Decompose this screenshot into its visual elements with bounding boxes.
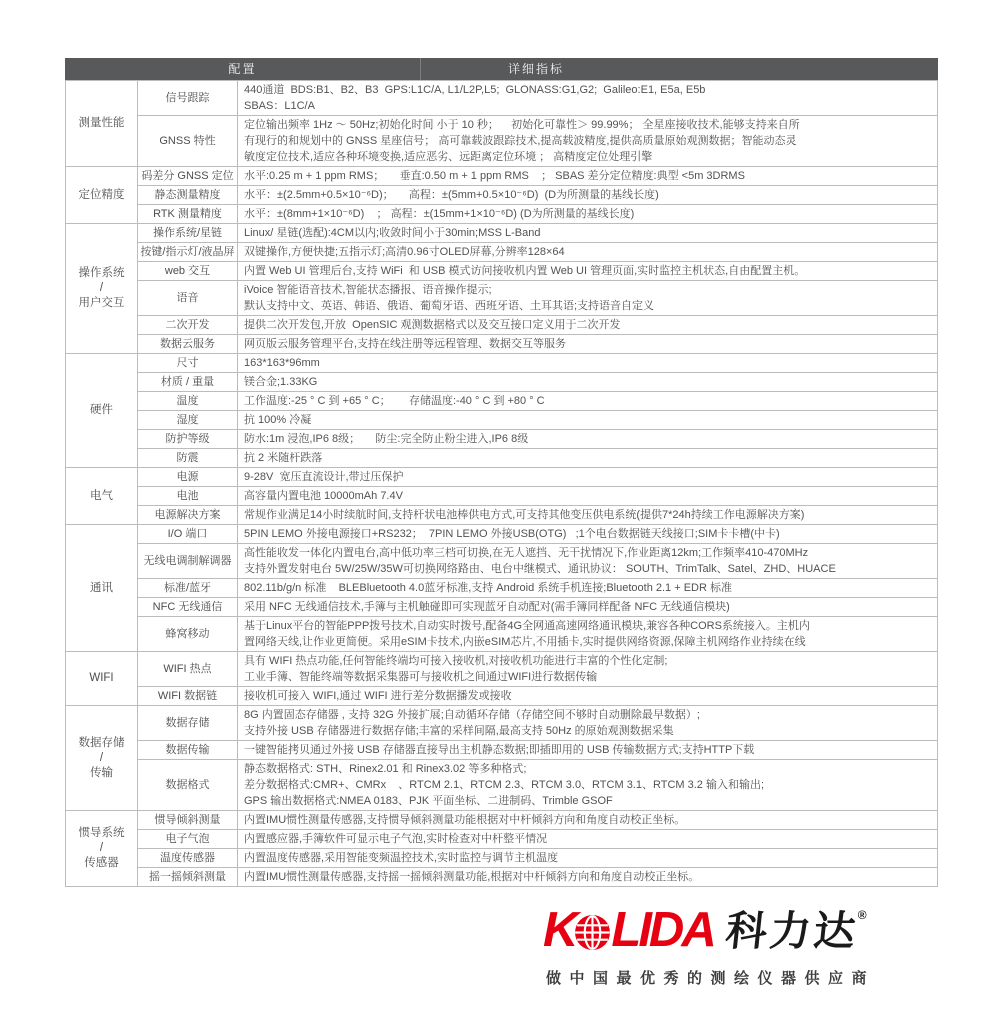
attribute-cell	[138, 392, 238, 411]
attribute-label: 语音	[176, 292, 199, 304]
detail-cell	[238, 186, 938, 205]
detail-line: 静态数据格式: STH、Rinex2.01 和 Rinex3.02 等多种格式;	[244, 763, 527, 775]
group-label: 硬件	[90, 404, 113, 416]
table-row	[66, 205, 938, 224]
detail-line: 采用 NFC 无线通信技术,手簿与主机触碰即可实现蓝牙自动配对(需手簿同样配备 NFC 无线通信模块)	[244, 601, 730, 613]
kolida-logo	[543, 903, 963, 988]
detail-line: 接收机可接入 WIFI,通过 WIFI 进行差分数据播发或接收	[244, 690, 512, 702]
attribute-cell	[138, 316, 238, 335]
detail-line: 网页版云服务管理平台,支持在线注册等远程管理、数据交互等服务	[244, 338, 567, 350]
table-row	[66, 81, 938, 116]
attribute-cell	[138, 224, 238, 243]
header-divider	[420, 58, 421, 80]
attribute-label: 无线电调制解调器	[143, 555, 232, 567]
table-row	[66, 868, 938, 887]
detail-line: 双键操作,方便快捷;五指示灯;高清0.96寸OLED屏幕,分辨率128×64	[244, 246, 565, 258]
table-row	[66, 186, 938, 205]
detail-cell	[238, 205, 938, 224]
header-details-label: 详细指标	[508, 62, 565, 76]
table-row	[66, 706, 938, 741]
detail-line: 水平：±(2.5mm+0.5×10⁻⁶D)； 高程：±(5mm+0.5×10⁻⁶D) (D为所测量的基线长度)	[244, 189, 659, 201]
attribute-cell	[138, 487, 238, 506]
detail-line: 水平：±(8mm+1×10⁻⁶D) ； 高程：±(15mm+1×10⁻⁶D) (D为所测量的基线长度)	[244, 208, 635, 220]
detail-cell	[238, 706, 938, 741]
detail-line: GPS 输出数据格式:NMEA 0183、PJK 平面坐标、二进制码、Trimble GSOF	[244, 795, 613, 807]
detail-line: 内置IMU惯性测量传感器,支持惯导倾斜测量功能根据对中杆倾斜方向和角度自动校正坐标。	[244, 814, 686, 826]
table-row	[66, 849, 938, 868]
spec-table-body	[66, 81, 938, 887]
spec-table	[65, 80, 938, 887]
attribute-cell	[138, 262, 238, 281]
attribute-cell	[138, 506, 238, 525]
group-label: 用户交互	[78, 297, 125, 309]
attribute-label: 数据传输	[165, 744, 210, 756]
detail-cell	[238, 849, 938, 868]
group-cell	[66, 652, 138, 706]
table-row	[66, 487, 938, 506]
group-cell	[66, 81, 138, 167]
detail-line: 内置感应器,手簿软件可显示电子气泡,实时检查对中杆整平情况	[244, 833, 548, 845]
detail-line: 802.11b/g/n 标准 BLEBluetooth 4.0蓝牙标准,支持 Android 系统手机连接;Bluetooth 2.1 + EDR 标准	[244, 582, 732, 594]
table-row	[66, 830, 938, 849]
group-cell	[66, 468, 138, 525]
attribute-cell	[138, 281, 238, 316]
attribute-cell	[138, 205, 238, 224]
group-label: /	[99, 282, 104, 294]
group-cell	[66, 224, 138, 354]
detail-line: 一键智能拷贝通过外接 USB 存储器直接导出主机静态数据;即插即用的 USB 传输数据方式;支持HTTP下载	[244, 744, 755, 756]
attribute-label: 蜂窝移动	[165, 628, 210, 640]
table-row	[66, 598, 938, 617]
attribute-label: 数据存储	[165, 717, 210, 729]
attribute-label: 尺寸	[176, 357, 199, 369]
attribute-cell	[138, 830, 238, 849]
group-cell	[66, 811, 138, 887]
group-label: 测量性能	[78, 117, 125, 129]
attribute-label: WIFI 数据链	[157, 690, 218, 702]
attribute-cell	[138, 167, 238, 186]
globe-icon	[574, 914, 611, 951]
detail-cell	[238, 81, 938, 116]
group-cell	[66, 354, 138, 468]
detail-line: 8G 内置固态存储器 , 支持 32G 外接扩展;自动循环存储（存储空间不够时自动删除最早数据）;	[244, 709, 700, 721]
detail-cell	[238, 243, 938, 262]
detail-cell	[238, 506, 938, 525]
attribute-label: 标准/蓝牙	[163, 582, 212, 594]
attribute-cell	[138, 741, 238, 760]
group-label: 数据存储	[78, 736, 125, 749]
group-label: 定位精度	[78, 188, 125, 201]
detail-cell	[238, 354, 938, 373]
table-row	[66, 687, 938, 706]
table-row	[66, 579, 938, 598]
detail-line: 高容量内置电池 10000mAh 7.4V	[244, 490, 403, 502]
attribute-cell	[138, 849, 238, 868]
attribute-label: 信号跟踪	[165, 92, 210, 104]
detail-line: iVoice 智能语音技术,智能状态播报、语音操作提示;	[244, 284, 492, 296]
detail-cell	[238, 116, 938, 167]
brand-row	[543, 903, 963, 957]
table-row	[66, 760, 938, 811]
detail-line: 敏度定位技术,适应各种环境变换,适应恶劣、远距离定位环境 ； 高精度定位处理引擎	[244, 151, 653, 163]
spec-sheet	[65, 58, 938, 887]
attribute-label: 湿度	[176, 414, 199, 426]
detail-line: Linux/ 星链(选配):4CM以内;收敛时间小于30min;MSS L-Band	[244, 227, 541, 239]
detail-line: 常规作业满足14小时续航时间,支持杆状电池棒供电方式,可支持其他变压供电系统(提供7*24h持续工作电源解决方案)	[244, 509, 805, 521]
brand-chinese-name: 科力达	[723, 908, 861, 954]
attribute-cell	[138, 449, 238, 468]
registered-trademark-mark: ®	[857, 908, 867, 922]
detail-cell	[238, 373, 938, 392]
attribute-cell	[138, 525, 238, 544]
attribute-label: 温度传感器	[160, 852, 215, 864]
attribute-label: 静态测量精度	[154, 189, 221, 201]
attribute-label: GNSS 特性	[159, 135, 216, 147]
attribute-cell	[138, 81, 238, 116]
table-row	[66, 354, 938, 373]
detail-line: 有现行的和规划中的 GNSS 星座信号； 高可靠载波跟踪技术,提高载波精度,提供高质量原始观测数据；智能动态灵	[244, 135, 797, 147]
detail-cell	[238, 830, 938, 849]
attribute-cell	[138, 243, 238, 262]
detail-line: 置网络天线,让作业更简便。采用eSIM卡技术,内嵌eSIM芯片,不用插卡,实时提供网络资源,保障主机网络作业持续在线	[244, 636, 806, 648]
detail-line: 默认支持中文、英语、韩语、俄语、葡萄牙语、西班牙语、土耳其语;支持语音自定义	[244, 300, 655, 312]
table-header	[65, 58, 938, 80]
attribute-cell	[138, 373, 238, 392]
attribute-cell	[138, 335, 238, 354]
attribute-cell	[138, 468, 238, 487]
table-row	[66, 811, 938, 830]
group-label: 惯导系统	[78, 827, 125, 839]
attribute-label: 防震	[176, 452, 199, 464]
table-row	[66, 525, 938, 544]
group-cell	[66, 167, 138, 224]
attribute-label: 数据格式	[165, 779, 210, 791]
attribute-cell	[138, 868, 238, 887]
detail-line: 支持外置发射电台 5W/25W/35W可切换网络路由、电台中继模式、通讯协议： SOUTH、TrimTalk、Satel、ZHD、HUACE	[244, 563, 836, 575]
detail-line: 提供二次开发包,开放 OpenSIC 观测数据格式以及交互接口定义用于二次开发	[244, 319, 621, 331]
detail-cell	[238, 430, 938, 449]
attribute-cell	[138, 116, 238, 167]
detail-cell	[238, 335, 938, 354]
detail-cell	[238, 544, 938, 579]
detail-line: 5PIN LEMO 外接电源接口+RS232； 7PIN LEMO 外接USB(OTG) ;1个电台数据链天线接口;SIM卡卡槽(中卡)	[244, 528, 780, 540]
detail-line: 水平:0.25 m + 1 ppm RMS； 垂直:0.50 m + 1 ppm RMS ； SBAS 差分定位精度:典型 <5m 3DRMS	[244, 170, 745, 182]
detail-cell	[238, 525, 938, 544]
detail-cell	[238, 652, 938, 687]
group-label: 电气	[90, 489, 113, 502]
detail-line: 内置IMU惯性测量传感器,支持摇一摇倾斜测量功能,根据对中杆倾斜方向和角度自动校正坐标。	[244, 871, 700, 883]
attribute-cell	[138, 186, 238, 205]
detail-line: 抗 2 米随杆跌落	[244, 452, 323, 464]
table-row	[66, 430, 938, 449]
table-row	[66, 262, 938, 281]
table-row	[66, 506, 938, 525]
group-label: 操作系统	[78, 267, 125, 279]
table-row	[66, 544, 938, 579]
detail-line: 工作温度:-25 ° C 到 +65 ° C； 存储温度:-40 ° C 到 +80 ° C	[244, 395, 545, 407]
attribute-cell	[138, 430, 238, 449]
brand-letters-lida: LIDA	[611, 903, 714, 957]
detail-cell	[238, 760, 938, 811]
attribute-label: 数据云服务	[160, 338, 215, 350]
detail-cell	[238, 617, 938, 652]
detail-cell	[238, 487, 938, 506]
group-label: /	[99, 842, 104, 854]
detail-line: 抗 100% 冷凝	[244, 414, 312, 426]
detail-line: 内置温度传感器,采用智能变频温控技术,实时监控与调节主机温度	[244, 852, 559, 864]
table-row	[66, 167, 938, 186]
brand-tagline: 做中国最优秀的测绘仪器供应商	[546, 970, 876, 987]
attribute-cell	[138, 598, 238, 617]
table-row	[66, 392, 938, 411]
attribute-label: web 交互	[164, 265, 211, 277]
group-label: 传输	[90, 766, 113, 779]
attribute-cell	[138, 354, 238, 373]
attribute-cell	[138, 617, 238, 652]
attribute-cell	[138, 652, 238, 687]
detail-cell	[238, 598, 938, 617]
attribute-label: 码差分 GNSS 定位	[141, 170, 234, 182]
table-row	[66, 281, 938, 316]
table-row	[66, 617, 938, 652]
attribute-label: 操作系统/星链	[152, 227, 223, 239]
detail-line: 440通道 BDS:B1、B2、B3 GPS:L1C/A, L1/L2P,L5; GLONASS:G1,G2; Galileo:E1, E5a, E5b	[244, 84, 706, 96]
attribute-cell	[138, 811, 238, 830]
detail-cell	[238, 411, 938, 430]
detail-cell	[238, 262, 938, 281]
attribute-label: WIFI 热点	[163, 663, 212, 675]
detail-line: 内置 Web UI 管理后台,支持 WiFi 和 USB 模式访问接收机内置 Web UI 管理页面,实时监控主机状态,自由配置主机。	[244, 265, 806, 277]
attribute-label: RTK 测量精度	[153, 208, 222, 220]
table-row	[66, 316, 938, 335]
table-row	[66, 741, 938, 760]
brand-letter-k: K	[543, 903, 576, 957]
attribute-cell	[138, 760, 238, 811]
group-label: 传感器	[84, 857, 119, 869]
attribute-label: 二次开发	[165, 319, 210, 331]
attribute-label: 防护等级	[165, 433, 210, 445]
detail-line: 高性能收发一体化内置电台,高中低功率三档可切换,在无人遮挡、无干扰情况下,作业距离12km;工作频率410-470MHz	[244, 547, 809, 559]
attribute-label: 摇一摇倾斜测量	[149, 871, 226, 883]
detail-cell	[238, 449, 938, 468]
group-label: 通讯	[90, 581, 113, 594]
attribute-cell	[138, 687, 238, 706]
detail-cell	[238, 811, 938, 830]
detail-line: 基于Linux平台的智能PPP拨号技术,自动实时拨号,配备4G全网通高速网络通讯模块,兼容各种CORS系统接入。主机内	[244, 620, 810, 632]
detail-cell	[238, 468, 938, 487]
attribute-cell	[138, 579, 238, 598]
attribute-cell	[138, 411, 238, 430]
table-row	[66, 224, 938, 243]
group-label: WIFI	[89, 672, 114, 684]
detail-cell	[238, 868, 938, 887]
table-row	[66, 411, 938, 430]
detail-line: 定位输出频率 1Hz ～ 50Hz;初始化时间 小于 10 秒； 初始化可靠性＞ 99.99%； 全星座接收技术,能够支持来自所	[244, 119, 800, 131]
attribute-label: 按键/指示灯/液晶屏	[140, 246, 235, 258]
detail-line: 工业手簿、智能终端等数据采集器可与接收机之间通过WIFI进行数据传输	[244, 671, 598, 683]
detail-cell	[238, 281, 938, 316]
attribute-label: 电池	[176, 490, 199, 502]
detail-cell	[238, 741, 938, 760]
group-cell	[66, 706, 138, 811]
attribute-label: 温度	[176, 395, 199, 407]
table-row	[66, 373, 938, 392]
attribute-label: 惯导倾斜测量	[154, 814, 221, 826]
detail-line: 9-28V 宽压直流设计,带过压保护	[244, 471, 404, 483]
detail-line: 163*163*96mm	[244, 357, 320, 369]
group-label: /	[99, 751, 104, 764]
detail-line: 差分数据格式:CMR+、CMRx 、RTCM 2.1、RTCM 2.3、RTCM 3.0、RTCM 3.1、RTCM 3.2 输入和输出;	[244, 779, 765, 791]
detail-line: 镁合金;1.33KG	[244, 376, 318, 388]
attribute-label: 材质 / 重量	[160, 376, 215, 388]
detail-line: 防水:1m 浸泡,IP6 8级； 防尘:完全防止粉尘进入,IP6 8级	[244, 433, 529, 445]
attribute-label: I/O 端口	[167, 528, 208, 540]
detail-cell	[238, 316, 938, 335]
detail-line: 支持外接 USB 存储器进行数据存储;丰富的采样间隔,最高支持 50Hz 的原始观测数据采集	[244, 725, 674, 737]
attribute-label: NFC 无线通信	[152, 601, 223, 613]
detail-cell	[238, 224, 938, 243]
detail-line: 具有 WIFI 热点功能,任何智能终端均可接入接收机,对接收机功能进行丰富的个性化定制;	[244, 655, 668, 667]
attribute-label: 电源解决方案	[154, 509, 221, 521]
detail-cell	[238, 167, 938, 186]
detail-cell	[238, 392, 938, 411]
detail-line: SBAS：L1C/A	[244, 100, 315, 112]
table-row	[66, 449, 938, 468]
table-row	[66, 243, 938, 262]
attribute-label: 电子气泡	[165, 833, 210, 845]
table-row	[66, 116, 938, 167]
attribute-cell	[138, 544, 238, 579]
attribute-cell	[138, 706, 238, 741]
table-row	[66, 652, 938, 687]
table-row	[66, 335, 938, 354]
table-row	[66, 468, 938, 487]
header-config-label: 配置	[228, 62, 257, 76]
detail-cell	[238, 579, 938, 598]
group-cell	[66, 525, 138, 652]
detail-cell	[238, 687, 938, 706]
attribute-label: 电源	[176, 471, 199, 483]
